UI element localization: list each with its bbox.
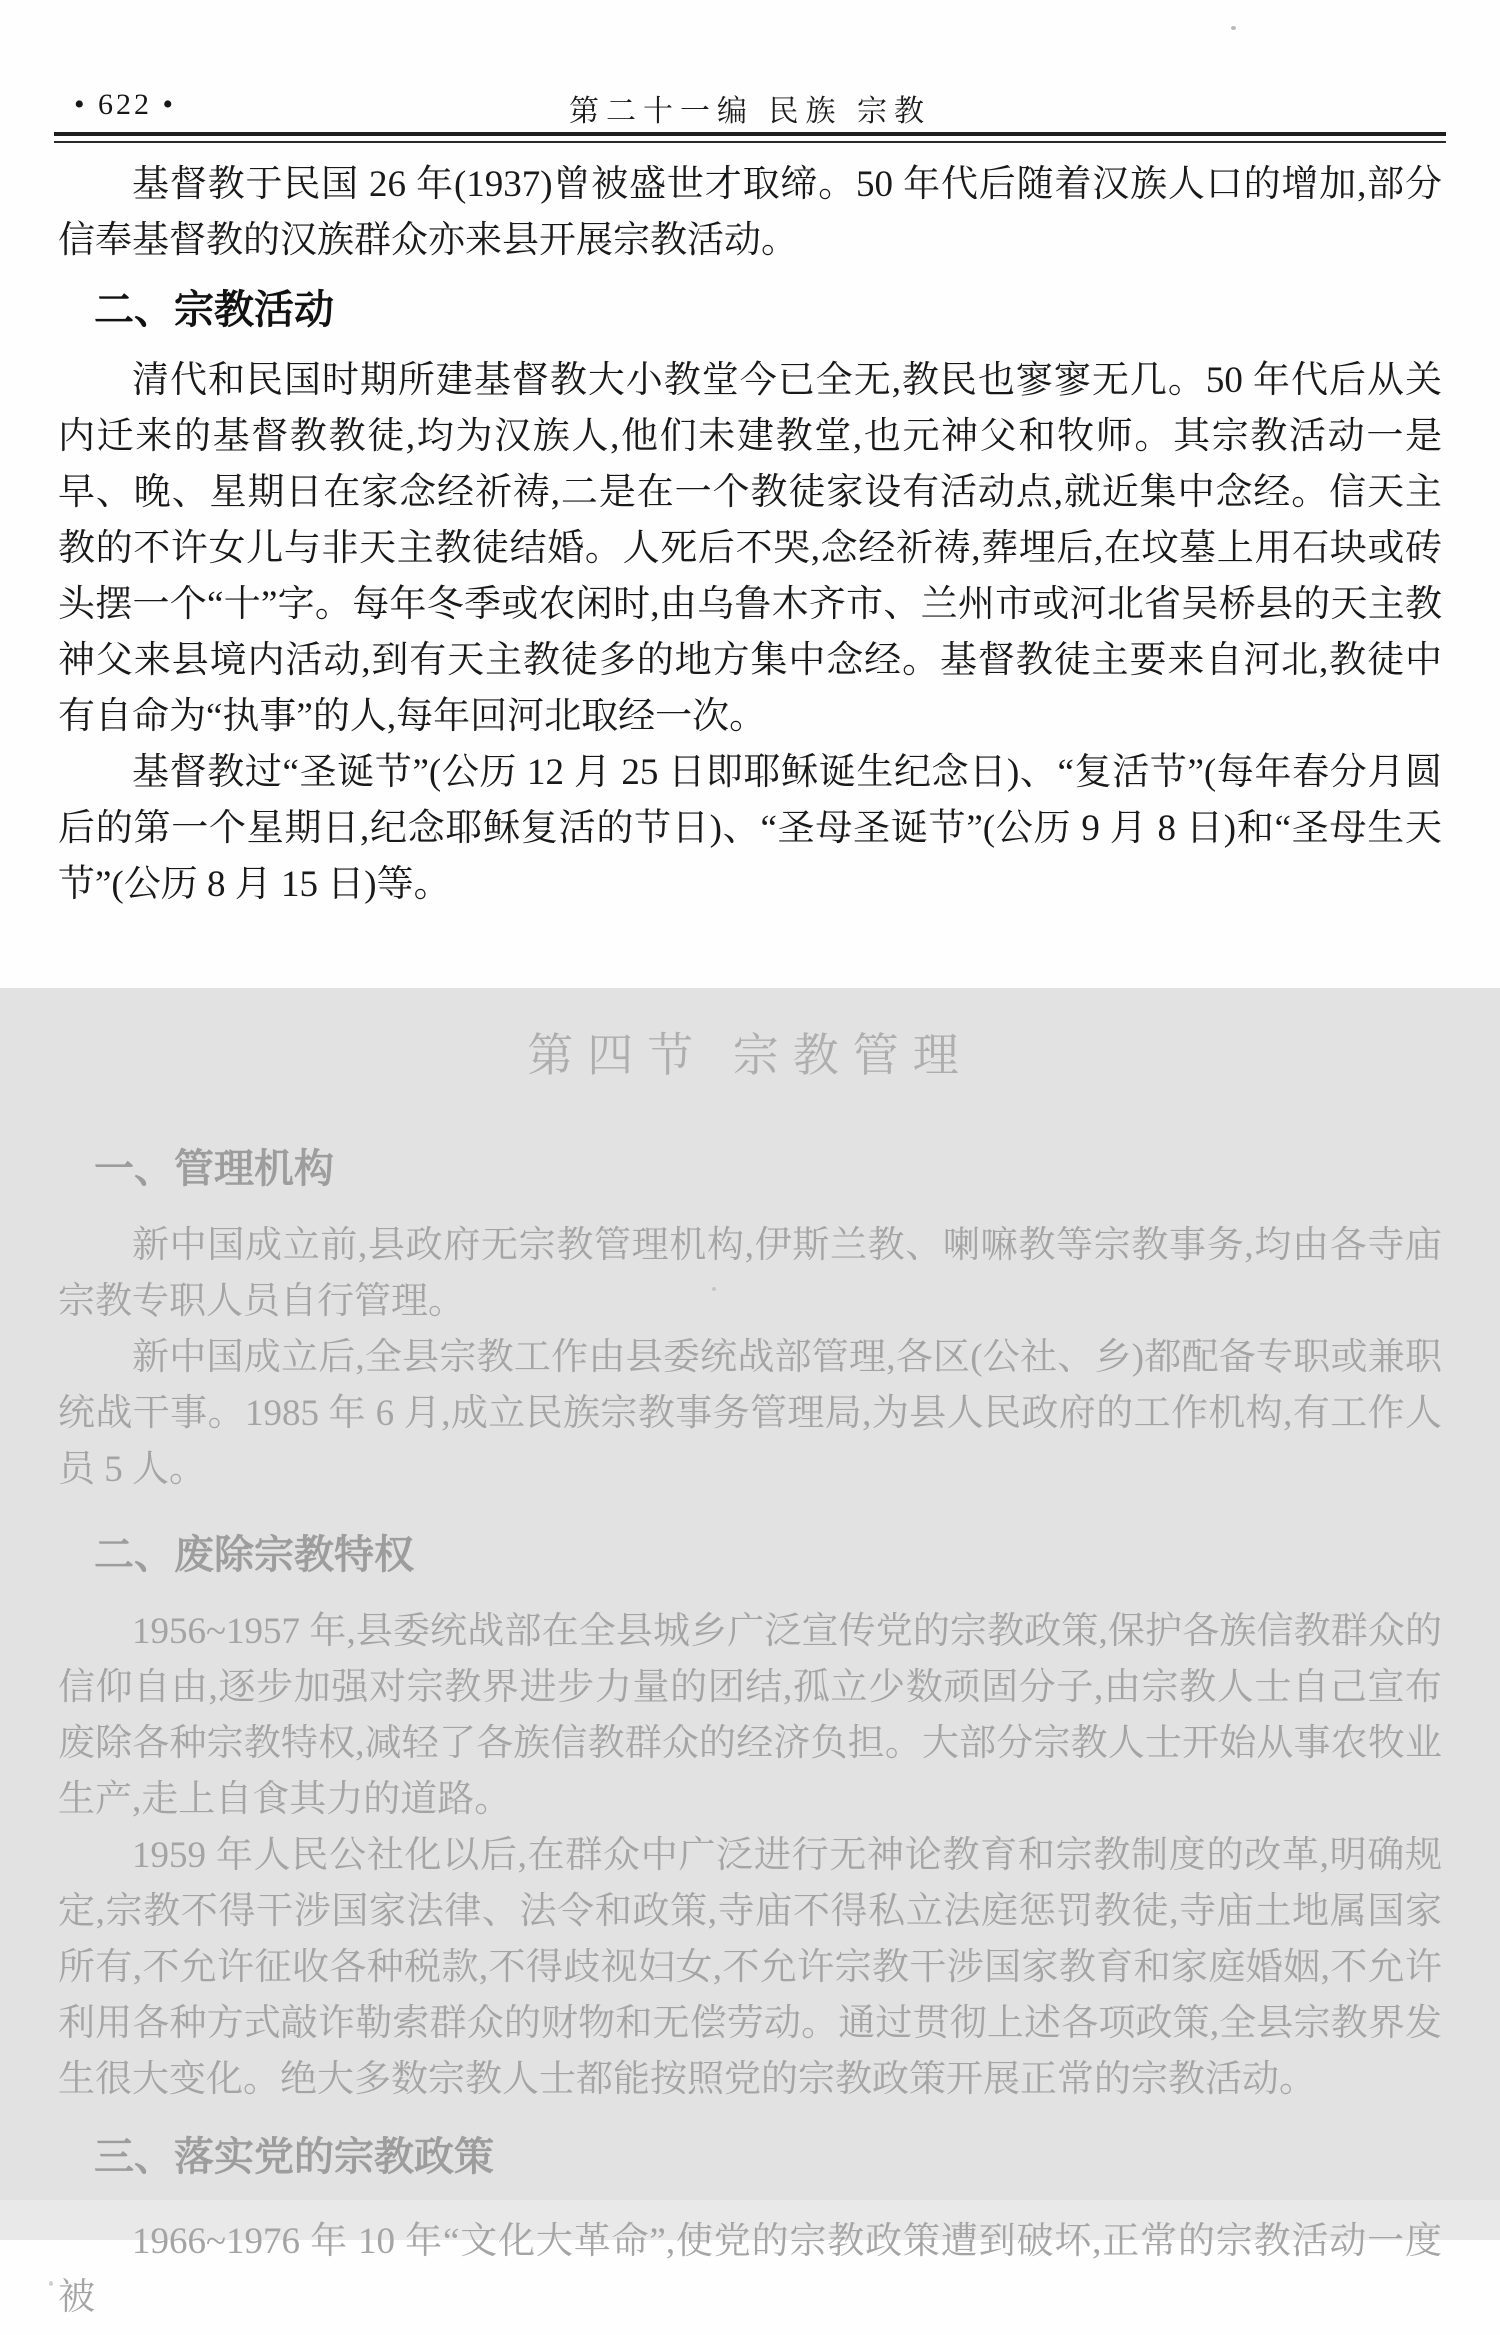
- subheading-religious-activities: 二、宗教活动: [94, 288, 334, 332]
- subheading-abolish-privileges: 二、废除宗教特权: [94, 1533, 414, 1577]
- subheading-management-organs: 一、管理机构: [94, 1147, 334, 1191]
- section-title-religious-management: 第四节 宗教管理: [527, 1030, 973, 1081]
- paragraph-christianity-ban: 基督教于民国 26 年(1937)曾被盛世才取缔。50 年代后随着汉族人口的增加,部分信奉基督教的汉族群众亦来县开展宗教活动。: [58, 164, 1442, 261]
- paragraph-after-prc: 新中国成立后,全县宗教工作由县委统战部管理,各区(公社、乡)都配备专职或兼职统战干事。1985 年 6 月,成立民族宗教事务管理局,为县人民政府的工作机构,有工作人员 5 人。: [58, 1337, 1442, 1490]
- running-head: [0, 0, 1500, 128]
- section-religious-management-faded: [0, 988, 1500, 2318]
- scan-speck: [712, 1287, 716, 1291]
- paragraph-cultural-revolution: 1966~1976 年 10 年“文化大革命”,使党的宗教政策遭到破坏,正常的宗教活动一度被: [58, 2221, 1442, 2318]
- running-header-title: 第二十一编 民族 宗教: [569, 95, 931, 128]
- scan-speck: [49, 2281, 53, 2286]
- paragraph-before-prc: 新中国成立前,县政府无宗教管理机构,伊斯兰教、喇嘛教等宗教事务,均由各寺庙宗教专职人员自行管理。: [58, 1225, 1442, 1322]
- subheading-implement-policy: 三、落实党的宗教政策: [94, 2135, 494, 2179]
- paragraph-activities-detail: 清代和民国时期所建基督教大小教堂今已全无,教民也寥寥无几。50 年代后从关内迁来的基督教教徒,均为汉族人,他们未建教堂,也元神父和牧师。其宗教活动一是早、晚、星期日在家念经祈祷,二是在一个教徒家设有活动点,就近集中念经。信天主教的不许女儿与非天主教徒结婚。人死后不哭,念经祈祷,葬埋后,在坟墓上用石块或砖头摆一个“十”字。每年冬季或农闲时,由乌鲁木齐市、兰州市或河北省吴桥县的天主教神父来县境内活动,到有天主教徒多的地方集中念经。基督教徒主要来自河北,教徒中有自命为“执事”的人,每年回河北取经一次。: [58, 360, 1442, 737]
- paragraph-1956-policy: 1956~1957 年,县委统战部在全县城乡广泛宣传党的宗教政策,保护各族信教群众的信仰自由,逐步加强对宗教界进步力量的团结,孤立少数顽固分子,由宗教人士自己宣布废除各种宗教特权,减轻了各族信教群众的经济负担。大部分宗教人士开始从事农牧业生产,走上自食其力的道路。: [58, 1611, 1442, 1820]
- page-number: • 622 •: [74, 88, 177, 121]
- scan-speck: [1231, 26, 1236, 30]
- paragraph-1959-reform: 1959 年人民公社化以后,在群众中广泛进行无神论教育和宗教制度的改革,明确规定,宗教不得干涉国家法律、法令和政策,寺庙不得私立法庭惩罚教徒,寺庙土地属国家所有,不允许征收各种税款,不得歧视妇女,不允许宗教干涉国家教育和家庭婚姻,不允许利用各种方式敲诈勒索群众的财物和无偿劳动。通过贯彻上述各项政策,全县宗教界发生很大变化。绝大多数宗教人士都能按照党的宗教政策开展正常的宗教活动。: [58, 1835, 1442, 2100]
- header-double-rule: [54, 132, 1446, 143]
- paragraph-festivals: 基督教过“圣诞节”(公历 12 月 25 日即耶稣诞生纪念日)、“复活节”(每年春分月圆后的第一个星期日,纪念耶稣复活的节日)、“圣母圣诞节”(公历 9 月 8 日)和“圣母生天节”(公历 8 月 15 日)等。: [58, 752, 1442, 905]
- section-religious-activities: [0, 143, 1500, 988]
